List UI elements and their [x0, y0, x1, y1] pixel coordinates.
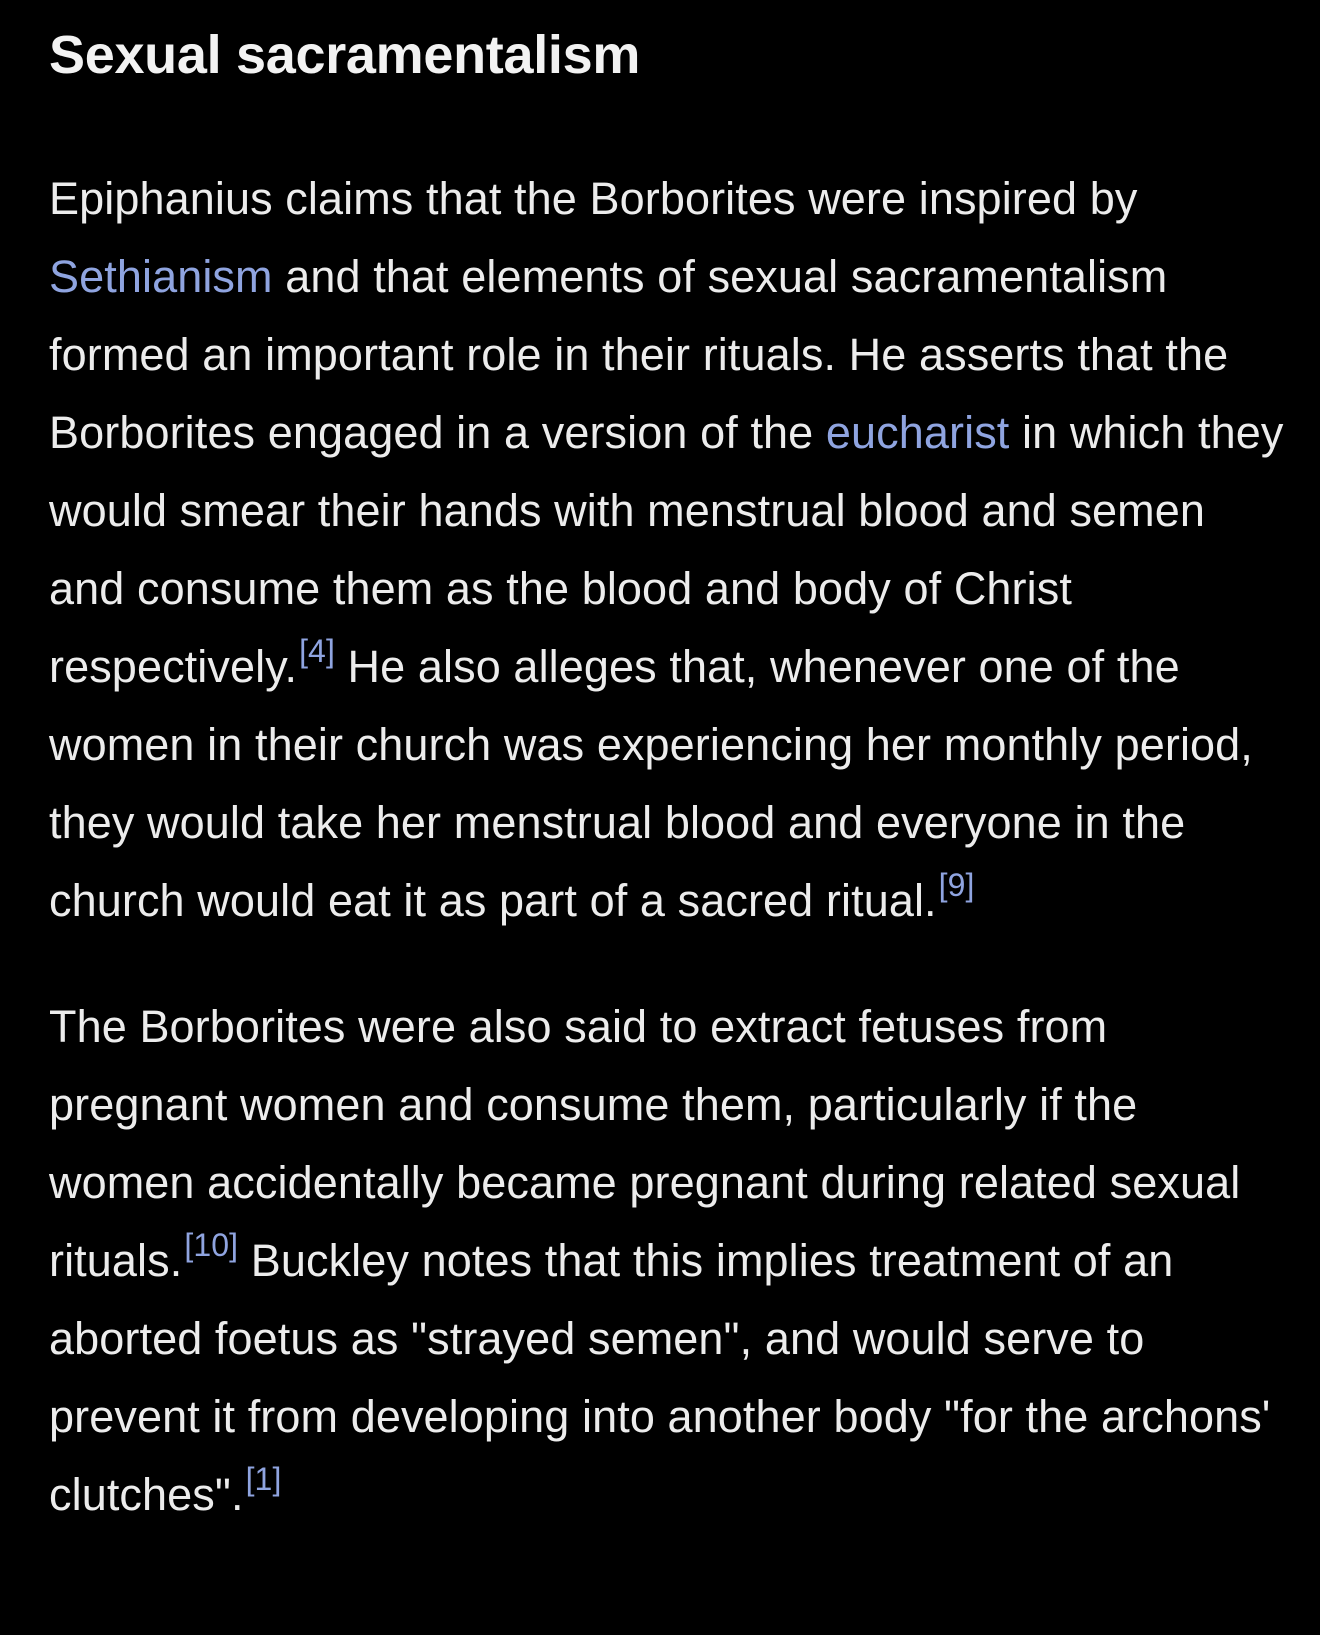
- sethianism-link[interactable]: Sethianism: [49, 251, 273, 302]
- paragraph-text: The Borborites were also said to extract fetuses from pregnant women and consume them, particularly if the women accidentally became pregnant during related sexual rituals.: [49, 1001, 1241, 1286]
- article-section: [49, 18, 1289, 1534]
- eucharist-link[interactable]: eucharist: [825, 407, 1010, 458]
- paragraph-text: and that elements of sexual sacramentalism formed an important role in their rituals. He asserts that the Borborites engaged in a version of the: [49, 251, 1229, 458]
- paragraph-text: Buckley notes that this implies treatment of an aborted foetus as "strayed semen", and would serve to prevent it from developing into another body "for the archons' clutches".: [49, 1235, 1271, 1520]
- paragraph-text: Epiphanius claims that the Borborites were inspired by: [49, 173, 1138, 224]
- citation-4-link[interactable]: [4]: [299, 633, 335, 669]
- citation-9-link[interactable]: [9]: [938, 867, 975, 903]
- paragraph-text: in which they would smear their hands with menstrual blood and semen and consume them as the blood and body of Christ respectively.: [49, 407, 1284, 692]
- paragraph-borborite-rituals: [49, 160, 1289, 940]
- paragraph-text: He also alleges that, whenever one of the women in their church was experiencing her monthly period, they would take her menstrual blood and everyone in the church would eat it as part of a sacred ritual.: [49, 641, 1253, 926]
- citation-1-link[interactable]: [1]: [245, 1461, 282, 1497]
- section-heading: Sexual sacramentalism: [49, 25, 641, 85]
- paragraph-fetuses: [49, 988, 1289, 1534]
- citation-10-link[interactable]: [10]: [184, 1227, 239, 1263]
